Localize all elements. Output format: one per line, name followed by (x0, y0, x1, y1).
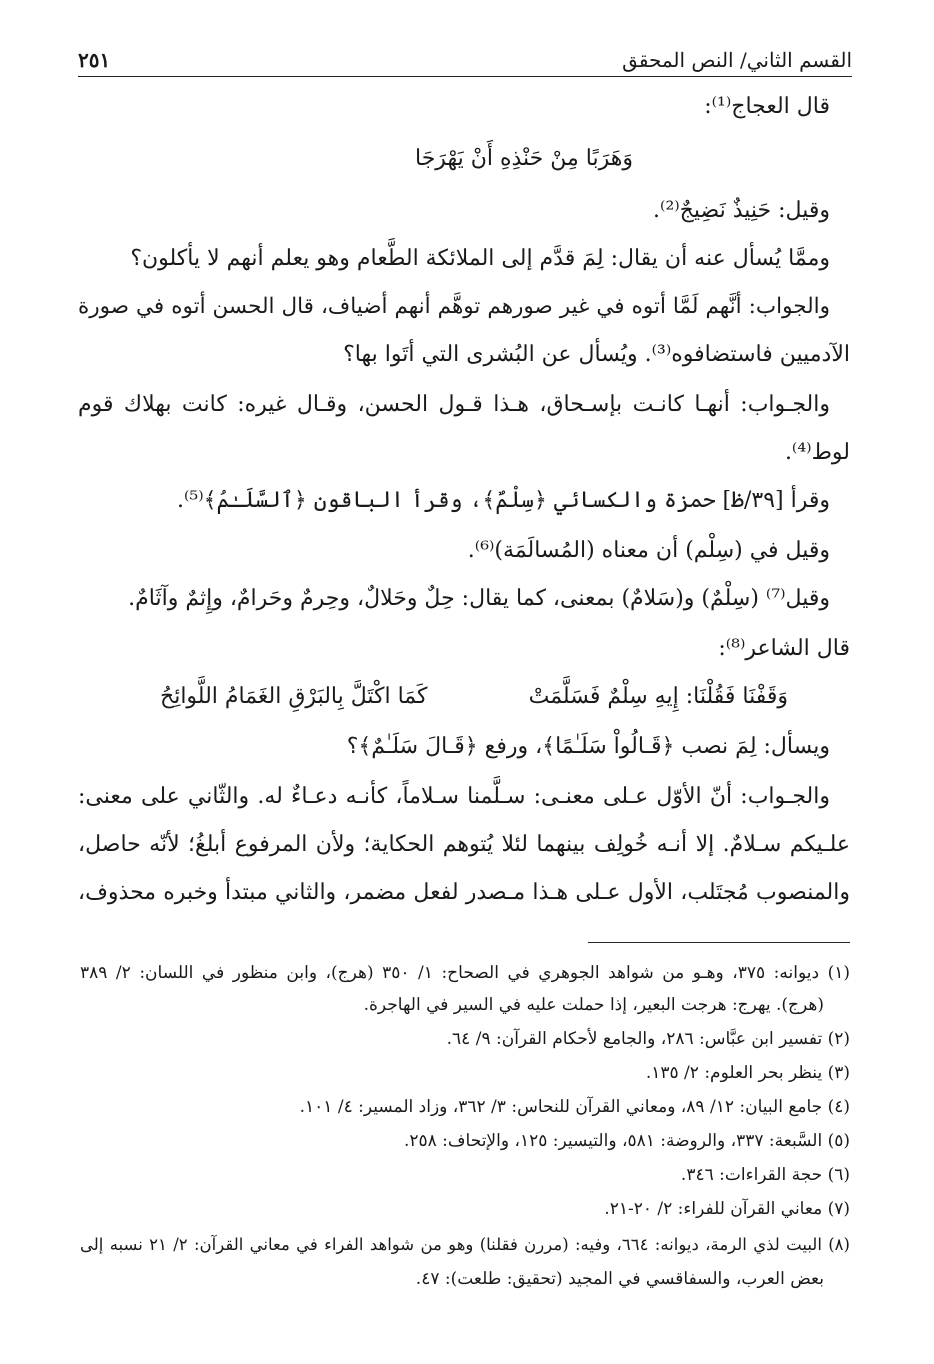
footnote-1: (١) ديوانه: ٣٧٥، وهـو من شواهد الجوهري في الصحاح: ١/ ٣٥٠ (هرج)، وابن منظور في اللسان: ٢/ ٣٨٩ (80, 963, 850, 983)
footnote-1-cont: (هرج). يهرج: هرجت البعير، إذا حملت عليه في السير في الهاجرة. (363, 995, 824, 1015)
header-rule (78, 76, 852, 77)
body-line-17: والمنصوب مُجتَلب، الأول عـلى هـذا مـصدر لفعل مضمر، والثاني مبتدأ وخبره محذوف، (78, 880, 850, 905)
footnote-7: (٧) معاني القرآن للفراء: ٢/ ٢٠-٢١. (604, 1199, 850, 1219)
body-line-4: وممَّا يُسأل عنه أن يقال: لِمَ قدَّم إلى الملائكة الطَّعام وهو يعلم أنهم لا يأكلون؟ (130, 246, 830, 271)
body-line-8: لوط⁽⁴⁾. (784, 440, 850, 465)
header-title: القسم الثاني/ النص المحقق (622, 48, 852, 72)
footnote-3: (٣) ينظر بحر العلوم: ٢/ ١٣٥. (645, 1063, 850, 1083)
footnote-8: (٨) البيت لذي الرمة، ديوانه: ٦٦٤، وفيه: (مررن فقلنا) وهو من شواهد الفراء في معاني القرآن: ٢/ ٢١ نسبه إلى (80, 1235, 850, 1254)
verse-hemistich-first: وَقَفْنَا فَقُلْنَا: إِيهِ سِلْمٌ فَسَلَّمَتْ (528, 684, 788, 709)
verse-line-1: وَهَرَبًا مِنْ حَنْذِهِ أَنْ يَهْرَجَا (415, 146, 633, 171)
body-line-10: وقيل في (سِلْم) أن معناه (المُسالَمَة)⁽⁶⁾. (467, 538, 830, 563)
footnote-rule (588, 942, 850, 943)
body-line-12: قال الشاعر⁽⁸⁾: (718, 636, 850, 661)
footnote-4: (٤) جامع البيان: ١٢/ ٨٩، ومعاني القرآن للنحاس: ٣/ ٣٦٢، وزاد المسير: ٤/ ١٠١. (299, 1097, 850, 1117)
body-line-3: وقيل: حَنِيذٌ نَضِيجٌ⁽²⁾. (653, 198, 830, 223)
body-line-11: وقيل⁽⁷⁾ (سِلْمٌ) و(سَلامٌ) بمعنى، كما يقال: حِلٌ وحَلالٌ، وحِرمٌ وحَرامٌ، وإِثمٌ وآثَامٌ. (128, 586, 830, 611)
body-line-1: قال العجاج⁽¹⁾: (704, 94, 830, 119)
body-line-5: والجواب: أنَّهم لَمَّا أتوه في غير صورهم توهَّم أنهم أضياف، قال الحسن أتوه في صورة (78, 294, 830, 319)
body-line-7: والجـواب: أنهـا كانـت بإسـحاق، هـذا قـول الحسن، وقـال غيره: كانت بهلاك قوم (78, 392, 830, 417)
body-line-6: الآدميين فاستضافوه⁽³⁾. ويُسأل عن البُشرى التي أتَوا بها؟ (343, 342, 850, 367)
verse-row (160, 682, 788, 712)
footnote-8-cont: بعض العرب، والسفاقسي في المجيد (تحقيق: طلعت): ٤٧. (415, 1269, 824, 1289)
page-number: ٢٥١ (78, 48, 111, 72)
body-line-16: علـيكم سـلامٌ. إلا أنـه خُولِف بينهما لئلا يُتوهم الحكاية؛ ولأن المرفوع أبلغُ؛ لأنّه حاصل، (78, 832, 850, 857)
footnote-6: (٦) حجة القراءات: ٣٤٦. (680, 1165, 850, 1185)
body-line-9: وقرأ [٣٩/ظ] حمزة والكسائي ﴿سِلْمٌ﴾، وقرأ الباقون ﴿ٱلسَّلَـٰمُ﴾⁽⁵⁾. (176, 488, 830, 513)
body-line-15: والجـواب: أنّ الأوّل عـلى معنـى: سـلَّمنا سـلاماً، كأنـه دعـاءٌ له. والثّاني على معنى: (78, 784, 830, 809)
footnote-5: (٥) السَّبعة: ٣٣٧، والروضة: ٥٨١، والتيسير: ١٢٥، والإتحاف: ٢٥٨. (403, 1131, 850, 1151)
verse-hemistich-second: كَمَا اكْتَلَّ بِالبَرْقِ الغَمَامُ اللَّوائِحُ (160, 684, 428, 709)
running-header (78, 38, 852, 72)
footnote-2: (٢) تفسير ابن عبَّاس: ٢٨٦، والجامع لأحكام القرآن: ٩/ ٦٤. (446, 1029, 850, 1049)
body-line-14: ويسأل: لِمَ نصب ﴿قَـالُواْ سَلَـٰمًا﴾، ورفع ﴿قَـالَ سَلَـٰمٌ﴾؟ (346, 734, 830, 759)
